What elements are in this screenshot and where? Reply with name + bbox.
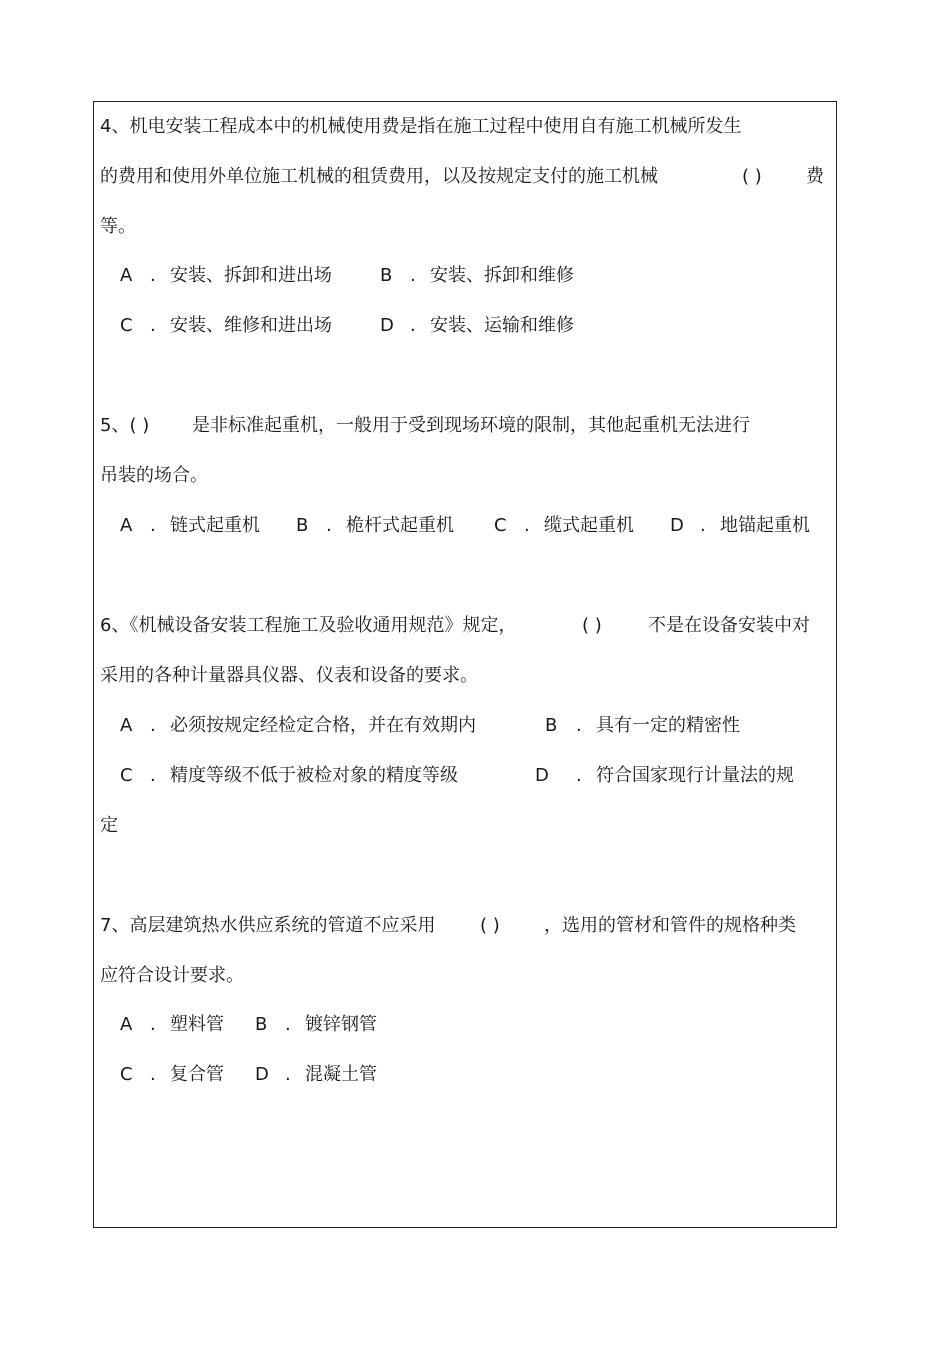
q6-option-d-wrap: 定: [100, 815, 118, 836]
q5-option-d-text: 地锚起重机: [720, 515, 810, 536]
q4-stem-line1: 4、机电安装工程成本中的机械使用费是指在施工过程中使用自有施工机械所发生: [100, 116, 742, 137]
q5-stem-line1: 是非标准起重机，一般用于受到现场环境的限制，其他起重机无法进行: [192, 415, 750, 436]
q4-option-d-text: 安装、运输和维修: [430, 315, 574, 336]
option-dot: .: [326, 515, 332, 536]
option-dot: .: [524, 515, 530, 536]
q4-stem-line3: 等。: [100, 216, 136, 237]
q7-stem-line1: 7、高层建筑热水供应系统的管道不应采用: [100, 915, 436, 936]
q4-stem-tail: 费: [806, 166, 824, 187]
q7-option-d-letter: D: [255, 1064, 269, 1085]
q5-stem-line2: 吊装的场合。: [100, 465, 208, 486]
q7-option-c-text: 复合管: [170, 1064, 224, 1085]
q5-option-d-letter: D: [670, 515, 684, 536]
q6-option-d-letter: D: [535, 765, 549, 786]
option-dot: .: [150, 765, 156, 786]
q4-option-d-letter: D: [380, 315, 394, 336]
option-dot: .: [150, 1064, 156, 1085]
q7-stem-line1-tail: ，选用的管材和管件的规格种类: [544, 915, 796, 936]
q7-option-c-letter: C: [120, 1064, 133, 1085]
q5-option-b-letter: B: [296, 515, 309, 536]
option-dot: .: [150, 515, 156, 536]
option-dot: .: [700, 515, 706, 536]
q4-option-c-letter: C: [120, 315, 133, 336]
option-dot: .: [285, 1064, 291, 1085]
q7-option-b-letter: B: [255, 1014, 268, 1035]
q5-option-c-letter: C: [494, 515, 507, 536]
q5-option-a-text: 链式起重机: [170, 515, 260, 536]
option-dot: .: [576, 715, 582, 736]
q6-option-a-text: 必须按规定经检定合格，并在有效期内: [170, 715, 476, 736]
q6-stem-line1: 6、《机械设备安装工程施工及验收通用规范》规定，: [100, 615, 517, 636]
q5-option-c-text: 缆式起重机: [544, 515, 634, 536]
q6-option-b-text: 具有一定的精密性: [596, 715, 740, 736]
q6-option-d-text: 符合国家现行计量法的规: [596, 765, 794, 786]
option-dot: .: [285, 1014, 291, 1035]
q4-option-a-text: 安装、拆卸和进出场: [170, 265, 332, 286]
q6-stem-line1-tail: 不是在设备安装中对: [648, 615, 810, 636]
q6-option-c-letter: C: [120, 765, 133, 786]
option-dot: .: [410, 315, 416, 336]
q4-option-a-letter: A: [120, 265, 133, 286]
q6-option-a-letter: A: [120, 715, 133, 736]
q7-answer-blank: ( ): [480, 915, 500, 936]
option-dot: .: [410, 265, 416, 286]
q6-option-c-text: 精度等级不低于被检对象的精度等级: [170, 765, 458, 786]
option-dot: .: [576, 765, 582, 786]
option-dot: .: [150, 265, 156, 286]
q7-option-a-letter: A: [120, 1014, 133, 1035]
q6-answer-blank: ( ): [582, 615, 602, 636]
q7-option-d-text: 混凝土管: [305, 1064, 377, 1085]
option-dot: .: [150, 715, 156, 736]
q5-stem-number: 5、( ): [100, 415, 150, 436]
q5-option-a-letter: A: [120, 515, 133, 536]
q4-option-b-letter: B: [380, 265, 393, 286]
q4-option-c-text: 安装、维修和进出场: [170, 315, 332, 336]
q4-stem-line2: 的费用和使用外单位施工机械的租赁费用，以及按规定支付的施工机械: [100, 166, 658, 187]
option-dot: .: [150, 1014, 156, 1035]
option-dot: .: [150, 315, 156, 336]
q7-option-a-text: 塑料管: [170, 1014, 224, 1035]
q7-stem-line2: 应符合设计要求。: [100, 965, 244, 986]
q6-option-b-letter: B: [545, 715, 558, 736]
q6-stem-line2: 采用的各种计量器具仪器、仪表和设备的要求。: [100, 665, 478, 686]
q7-option-b-text: 镀锌钢管: [305, 1014, 377, 1035]
q4-option-b-text: 安装、拆卸和维修: [430, 265, 574, 286]
q5-option-b-text: 桅杆式起重机: [346, 515, 454, 536]
q4-answer-blank: ( ): [742, 166, 762, 187]
